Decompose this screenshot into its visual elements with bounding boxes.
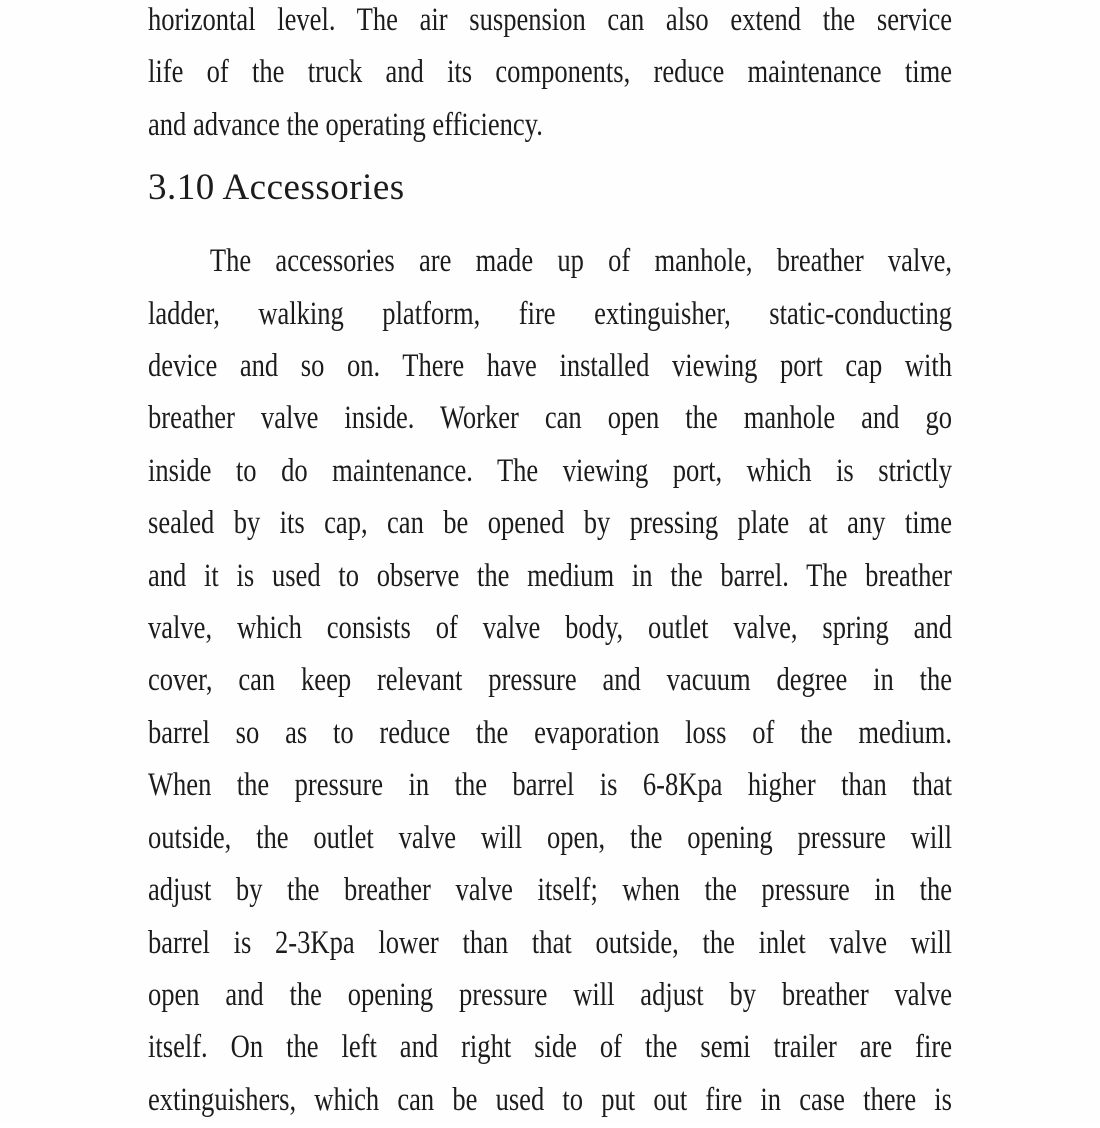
text-line: ladder, walking platform, fire extinguisher, static-conducting bbox=[148, 295, 952, 332]
text-line: When the pressure in the barrel is 6-8Kpa higher than that bbox=[148, 767, 952, 804]
text-line: outside, the outlet valve will open, the opening pressure will bbox=[148, 819, 952, 856]
text-line: barrel so as to reduce the evaporation loss of the medium. bbox=[148, 714, 952, 751]
text-line: adjust by the breather valve itself; when the pressure in the bbox=[148, 872, 952, 909]
text-line: and it is used to observe the medium in the barrel. The breather bbox=[148, 557, 952, 594]
text-line: and advance the operating efficiency. bbox=[148, 106, 543, 143]
text-line: itself. On the left and right side of the semi trailer are fire bbox=[148, 1029, 952, 1066]
text-line: sealed by its cap, can be opened by pressing plate at any time bbox=[148, 505, 952, 542]
text-line: The accessories are made up of manhole, breather valve, bbox=[209, 243, 952, 280]
accessories-paragraph bbox=[148, 235, 952, 1126]
text-line: cover, can keep relevant pressure and vacuum degree in the bbox=[148, 662, 952, 699]
text-line: extinguishers, which can be used to put out fire in case there is bbox=[148, 1081, 952, 1118]
text-line: life of the truck and its components, reduce maintenance time bbox=[148, 54, 952, 91]
text-line: device and so on. There have installed viewing port cap with bbox=[148, 348, 952, 385]
intro-paragraph bbox=[148, 0, 952, 151]
text-line: barrel is 2-3Kpa lower than that outside, the inlet valve will bbox=[148, 924, 952, 961]
text-line: inside to do maintenance. The viewing port, which is strictly bbox=[148, 452, 952, 489]
text-line: horizontal level. The air suspension can also extend the service bbox=[148, 2, 952, 38]
text-line: open and the opening pressure will adjust by breather valve bbox=[148, 976, 952, 1013]
text-line: breather valve inside. Worker can open the manhole and go bbox=[148, 400, 952, 437]
section-heading: 3.10 Accessories bbox=[148, 167, 405, 209]
text-line: valve, which consists of valve body, outlet valve, spring and bbox=[148, 610, 952, 647]
